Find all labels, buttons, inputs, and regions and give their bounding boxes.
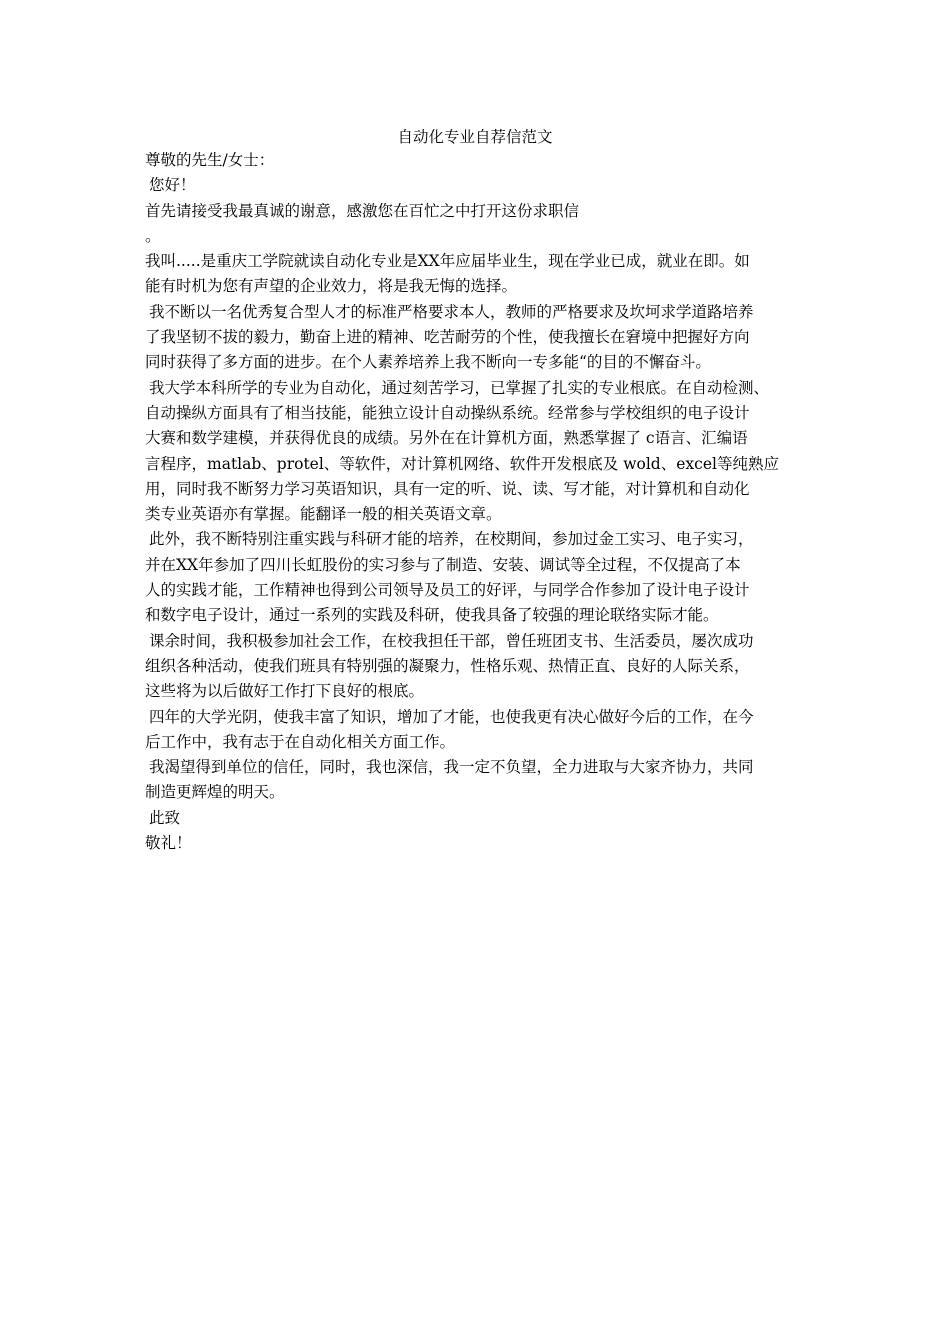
body-line: 人的实践才能，工作精神也得到公司领导及员工的好评，与同学合作参加了设计电子设计 [145,581,750,600]
closing-line: 此致 [149,808,181,827]
body-line: 课余时间，我积极参加社会工作，在校我担任干部，曾任班团支书、生活委员，屡次成功 [149,631,754,650]
body-line: 类专业英语亦有掌握。能翻译一般的相关英语文章。 [145,505,502,524]
body-line: 我叫.....是重庆工学院就读自动化专业是XX年应届毕业生，现在学业已成，就业在即。如 [145,252,750,271]
body-line: 后工作中，我有志于在自动化相关方面工作。 [145,732,456,751]
body-line: 了我坚韧不拔的毅力，勤奋上进的精神、吃苦耐劳的个性，使我擅长在窘境中把握好方向 [145,328,750,347]
document-title: 自动化专业自荐信范文 [397,128,553,146]
body-line: 同时获得了多方面的进步。在个人素养培养上我不断向一专多能“的目的不懈奋斗。 [145,353,711,372]
body-line: 首先请接受我最真诚的谢意，感激您在百忙之中打开这份求职信 [145,201,580,220]
body-line: 。 [145,226,161,245]
body-line: 言程序，matlab、protel、等软件，对计算机网络、软件开发根底及 wold、excel等纯熟应 [145,454,779,473]
body-line: 能有时机为您有声望的企业效力，将是我无悔的选择。 [145,277,518,296]
body-line: 用，同时我不断努力学习英语知识，具有一定的听、说、读、写才能，对计算机和自动化 [145,479,750,498]
salutation: 尊敬的先生/女士： [145,151,275,169]
closing-salute: 敬礼！ [145,834,192,853]
body-line: 四年的大学光阴，使我丰富了知识，增加了才能，也使我更有决心做好今后的工作，在今 [149,707,754,726]
body-line: 我渴望得到单位的信任，同时，我也深信，我一定不负望，全力进取与大家齐协力，共同 [149,758,754,777]
body-line: 我不断以一名优秀复合型人才的标准严格要求本人，教师的严格要求及坎坷求学道路培养 [149,302,754,321]
body-line: 自动操纵方面具有了相当技能，能独立设计自动操纵系统。经常参与学校组织的电子设计 [145,403,750,422]
body-line: 这些将为以后做好工作打下良好的根底。 [145,682,425,701]
body-line: 和数字电子设计，通过一系列的实践及科研，使我具备了较强的理论联络实际才能。 [145,606,719,625]
body-line: 并在XX年参加了四川长虹股份的实习参与了制造、安装、调试等全过程，不仅提高了本 [145,555,741,574]
body-line: 大赛和数学建模，并获得优良的成绩。另外在在计算机方面，熟悉掌握了 c语言、汇编语 [145,429,748,448]
body-line: 组织各种活动，使我们班具有特别强的凝聚力，性格乐观、热情正直、良好的人际关系， [145,656,750,675]
letter-body [145,148,813,856]
body-line: 我大学本科所学的专业为自动化，通过刻苦学习，已掌握了扎实的专业根底。在自动检测、 [149,378,770,397]
body-line: 此外，我不断特别注重实践与科研才能的培养，在校期间，参加过金工实习、电子实习， [149,530,754,549]
body-line: 制造更辉煌的明天。 [145,783,285,802]
greeting: 您好！ [149,176,196,195]
